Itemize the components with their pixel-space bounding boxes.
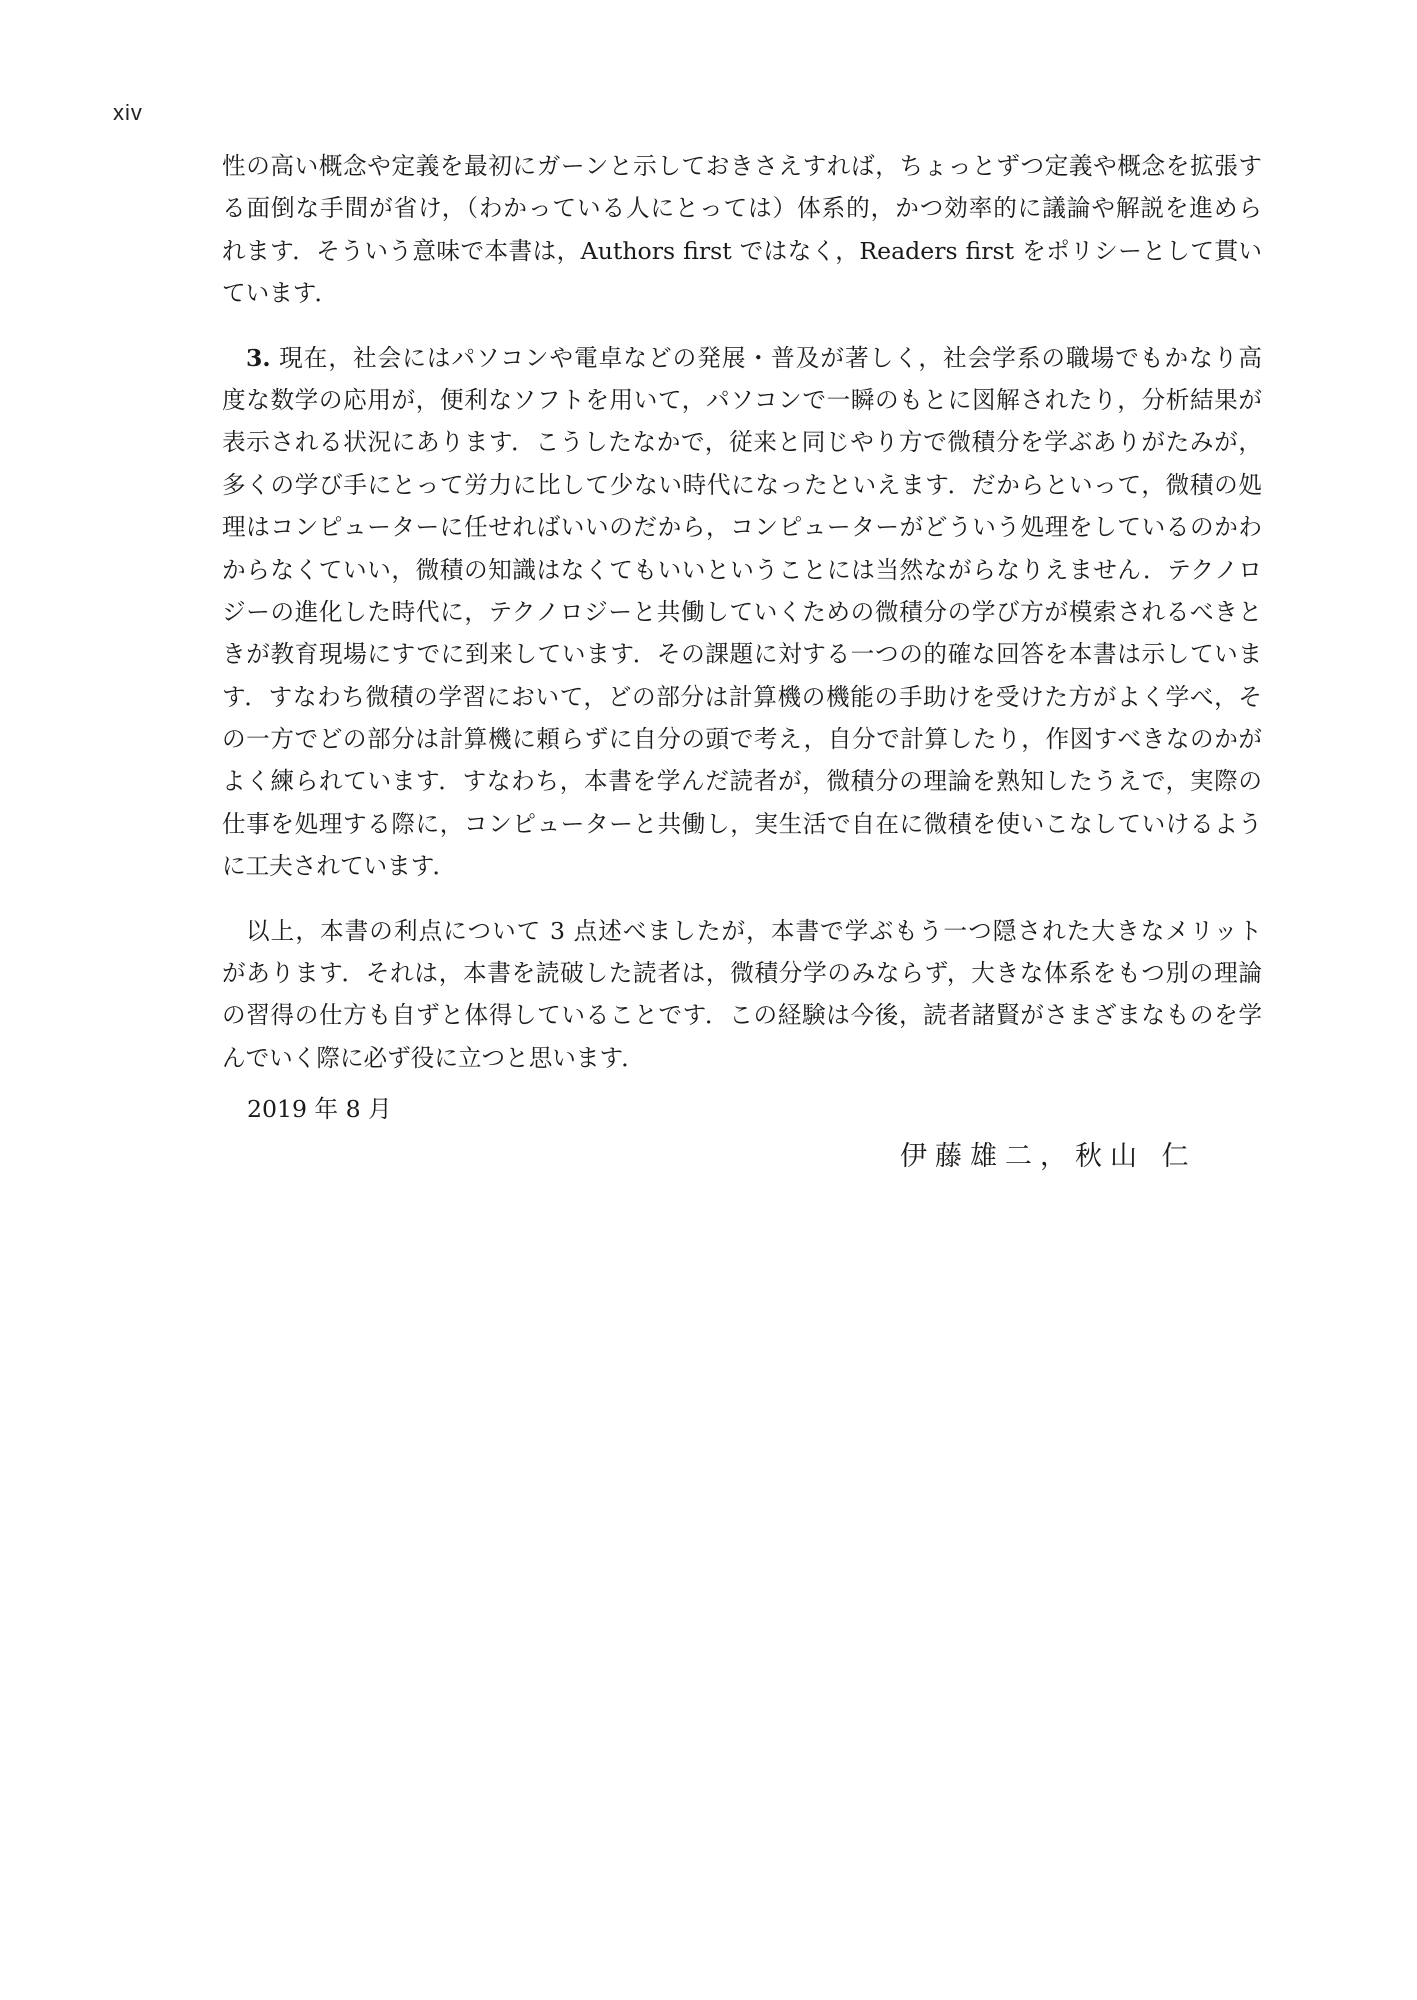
text-line: の一方でどの部分は計算機に頼らずに自分の頭で考え，自分で計算したり，作図すべきなのかが	[222, 725, 1262, 754]
paragraph-1	[222, 145, 1262, 315]
date-line: 2019 年 8 月	[247, 1095, 392, 1123]
paragraph-spacer	[222, 315, 1262, 337]
text-line: れます．そういう意味で本書は，Authors first ではなく，Readers first をポリシーとして貫い	[222, 236, 1262, 265]
author-names: 伊藤雄二，秋山 仁	[900, 1141, 1197, 1172]
text-line: る面倒な手間が省け，（わかっている人にとっては）体系的，かつ効率的に議論や解説を進めら	[222, 194, 1262, 223]
paragraph-spacer	[222, 888, 1262, 910]
text-line: 以上，本書の利点について 3 点述べましたが，本書で学ぶもう一つ隠された大きなメリット	[246, 916, 1262, 945]
text-line: んでいく際に必ず役に立つと思います．	[222, 1043, 645, 1072]
text-line: があります．それは，本書を読破した読者は，微積分学のみならず，大きな体系をもつ別の理論	[222, 959, 1262, 988]
text-line: す．すなわち微積の学習において，どの部分は計算機の機能の手助けを受けた方がよく学べ，そ	[222, 682, 1262, 711]
paragraph-3	[222, 910, 1262, 1080]
text-line: 理はコンピューターに任せればいいのだから，コンピューターがどういう処理をしているのかわ	[222, 513, 1262, 542]
paragraph-2	[222, 337, 1262, 888]
page-number: xiv	[113, 100, 143, 125]
text-line: からなくていい，微積の知識はなくてもいいということには当然ながらなりえません．テクノロ	[222, 555, 1262, 584]
text-line	[222, 337, 1262, 379]
text-line: 仕事を処理する際に，コンピューターと共働し，実生活で自在に微積を使いこなしていけるよう	[222, 809, 1262, 838]
text-line: の習得の仕方も自ずと体得していることです．この経験は今後，読者諸賢がさまざまなものを学	[222, 1001, 1262, 1030]
text-line: 度な数学の応用が，便利なソフトを用いて，パソコンで一瞬のもとに図解されたり，分析結果が	[222, 385, 1262, 414]
text-line-content: 現在，社会にはパソコンや電卓などの発展・普及が著しく，社会学系の職場でもかなり高	[270, 343, 1262, 372]
body-text	[222, 145, 1262, 1079]
text-line: きが教育現場にすでに到来しています．その課題に対する一つの的確な回答を本書は示していま	[222, 640, 1262, 669]
text-line: 表示される状況にあります．こうしたなかで，従来と同じやり方で微積分を学ぶありがたみが，	[222, 428, 1262, 457]
text-line: 多くの学び手にとって労力に比して少ない時代になったといえます．だからといって，微積の処	[222, 470, 1262, 499]
text-line: に工夫されています．	[222, 852, 457, 881]
text-line: ています．	[222, 279, 339, 308]
list-number: 3.	[246, 343, 271, 372]
text-line: ジーの進化した時代に，テクノロジーと共働していくための微積分の学び方が模索されるべきと	[222, 597, 1262, 626]
text-line: 性の高い概念や定義を最初にガーンと示しておきさえすれば，ちょっとずつ定義や概念を拡張す	[222, 152, 1262, 180]
text-line: よく練られています．すなわち，本書を学んだ読者が，微積分の理論を熟知したうえで，実際の	[222, 767, 1262, 796]
